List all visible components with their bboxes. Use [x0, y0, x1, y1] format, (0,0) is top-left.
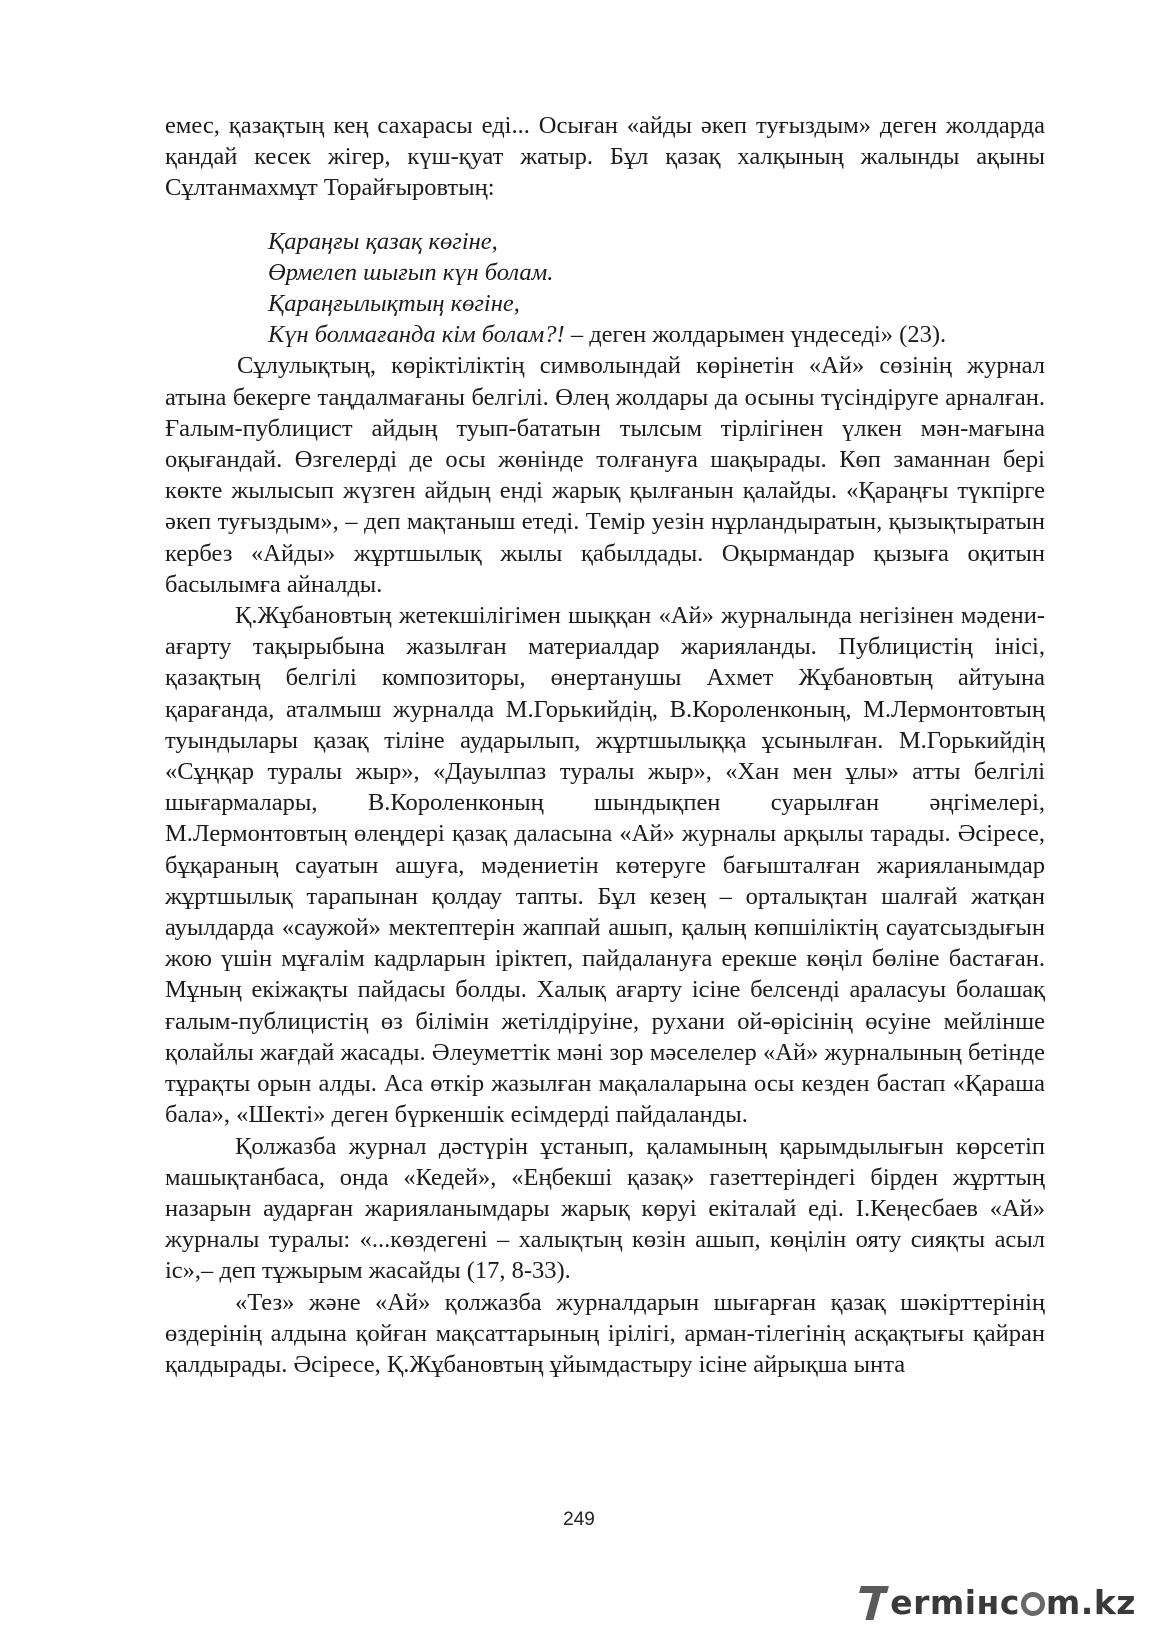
- paragraph-5: «Тез» және «Ай» қолжазба журналдарын шығарған қазақ шәкірттерінің өздерінің алдына қойған мақсаттарының ірілігі, арман-тілегінің асқақтығы қайран қалдырады. Әсіресе, Қ.Жұбановтың ұйымдастыру ісіне айрықша ынта: [165, 1288, 1045, 1378]
- watermark-text-1: ermінc: [890, 1582, 1020, 1622]
- poem-line-3: Қараңғылықтың көгіне,: [268, 290, 520, 318]
- poem-line-4-italic: Күн болмағанда кім болам?!: [268, 321, 565, 349]
- poem-line-4: [268, 319, 1045, 350]
- paragraph-2: Сұлулықтың, көріктіліктің символындай көрінетін «Ай» сөзінің журнал атына бекерге таңдалмағаны белгілі. Өлең жолдары да осыны түсіндіруге арналған. Ғалым-публицист айдың туып-бататын тылсым тірлігінен үлкен мән-мағына оқығандай. Өзгелерді де осы жөнінде толғануға шақырады. Көп заманнан бері көкте жылысып жүзген айдың енді жарық қылғанын қалайды. «Қараңғы түкпірге әкеп туғыздым», – деп мақтаныш етеді. Темір уезін нұрландыратын, қызықтыратын кербез «Айды» жұртшылық жылы қабылдады. Оқырмандар қызыға оқитын басылымға айналды.: [165, 352, 1045, 598]
- poem-quote: [165, 226, 1045, 351]
- page-body: [165, 110, 1045, 1380]
- paragraph-1: емес, қазақтың кең сахарасы еді... Осыған «айды әкеп туғыздым» деген жолдарда қандай кесек жігер, күш-қуат жатыр. Бұл қазақ халқының жалынды ақыны Сұлтанмахмұт Торайғыровтың:: [165, 112, 1045, 202]
- watermark-text-2: m.kz: [1045, 1582, 1136, 1622]
- paragraph-4: Қолжазба журнал дәстүрін ұстанып, қаламының қарымдылығын көрсетіп машықтанбаса, онда «Кедей», «Еңбекші қазақ» газеттеріндегі бірден жұрттың назарын аударған жарияланымдары жарық көруі екіталай еді. І.Кеңесбаев «Ай» журналы туралы: «...көздегені – халықтың көзін ашып, көңілін ояту сияқты асыл іс»,– деп тұжырым жасайды (17, 8-33).: [165, 1132, 1045, 1285]
- paragraph-3: Қ.Жұбановтың жетекшілігімен шыққан «Ай» журналында негізінен мәдени-ағарту тақырыбына жазылған материалдар жарияланды. Публицистің інісі, қазақтың белгілі композиторы, өнертанушы Ахмет Жұбановтың айтуына қарағанда, аталмыш журналда М.Горькийдің, В.Короленконың, М.Лермонтовтың туындылары қазақ тіліне аударылып, жұртшылыққа ұсынылған. М.Горькийдің «Сұңқар туралы жыр», «Дауылпаз туралы жыр», «Хан мен ұлы» атты белгілі шығармалары, В.Короленконың шындықпен суарылған әңгімелері, М.Лермонтовтың өлеңдері қазақ даласына «Ай» журналы арқылы тарады. Әсіресе, бұқараның сауатын ашуға, мәдениетін көтеруге бағышталған жарияланымдар жұртшылық тарапынан қолдау тапты. Бұл кезең – орталықтан шалғай жатқан ауылдарда «саужой» мектептерін жаппай ашып, қалың көпшіліктің сауатсыздығын жою үшін мұғалім кадрларын іріктеп, пайдалануға ерекше көңіл бөліне бастаған. Мұның екіжақты пайдасы болды. Халық ағарту ісіне белсенді араласуы болашақ ғалым-публицистің өз білімін жетілдіруіне, рухани ой-өрісінің өсуіне мейлінше қолайлы жағдай жасады. Әлеуметтік мәні зор мәселелер «Ай» журналының бетінде тұрақты орын алды. Аса өткір жазылған мақалаларына осы кезден бастап «Қараша бала», «Шекті» деген бүркеншік есімдерді пайдаланды.: [165, 602, 1045, 1129]
- watermark-t-icon: [860, 1580, 888, 1624]
- poem-line-2: Өрмелеп шығып күн болам.: [268, 258, 554, 286]
- termincom-watermark-logo: [860, 1573, 1136, 1631]
- watermark-o-icon: [1021, 1592, 1045, 1616]
- page-number: 249: [563, 1509, 595, 1530]
- poem-line-1: Қараңғы қазақ көгіне,: [268, 227, 498, 255]
- poem-line-4-rest: – деген жолдарымен үндеседі» (23).: [564, 321, 947, 349]
